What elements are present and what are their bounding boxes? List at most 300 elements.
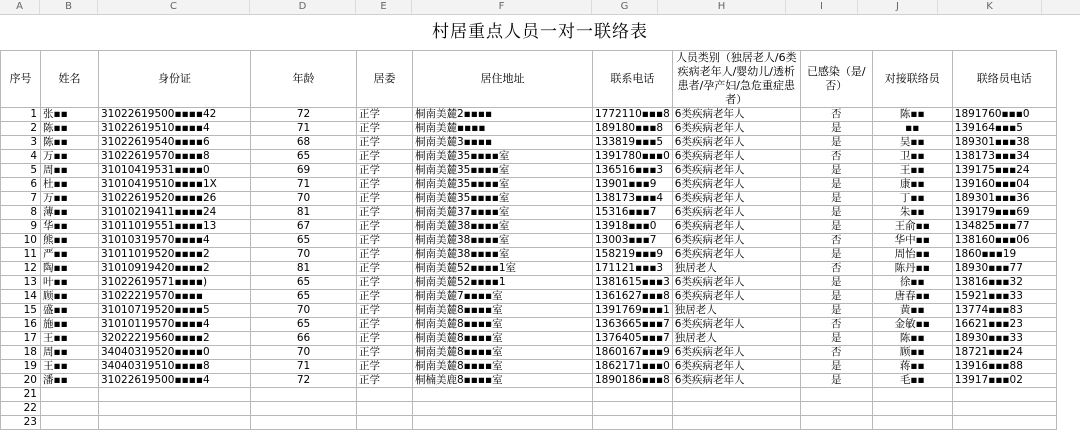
cell-id-number[interactable]: 31010719520▪▪▪▪5 bbox=[99, 304, 251, 318]
cell-liaison-phone[interactable]: 13916▪▪▪88 bbox=[952, 360, 1056, 374]
cell-infected[interactable]: 是 bbox=[800, 248, 872, 262]
cell-phone[interactable]: 1361627▪▪▪8 bbox=[593, 290, 673, 304]
cell-committee[interactable]: 正学 bbox=[357, 318, 413, 332]
cell-phone[interactable]: 138173▪▪▪4 bbox=[593, 192, 673, 206]
cell-age[interactable]: 71 bbox=[251, 360, 357, 374]
cell-committee[interactable]: 正学 bbox=[357, 206, 413, 220]
cell-committee[interactable]: 正学 bbox=[357, 374, 413, 388]
cell-empty[interactable] bbox=[672, 402, 800, 416]
cell-liaison[interactable]: 华中▪▪ bbox=[872, 234, 952, 248]
cell-infected[interactable]: 是 bbox=[800, 136, 872, 150]
cell-infected[interactable]: 是 bbox=[800, 178, 872, 192]
header-cell-id-number[interactable]: 身份证 bbox=[99, 51, 251, 108]
cell-id-number[interactable]: 34040319510▪▪▪▪8 bbox=[99, 360, 251, 374]
cell-age[interactable]: 70 bbox=[251, 304, 357, 318]
cell-id-number[interactable]: 31022619500▪▪▪▪4 bbox=[99, 374, 251, 388]
cell-phone[interactable]: 171121▪▪▪3 bbox=[593, 262, 673, 276]
cell-address[interactable]: 桐南美麓35▪▪▪▪室 bbox=[413, 150, 593, 164]
cell-committee[interactable]: 正学 bbox=[357, 290, 413, 304]
cell-phone[interactable]: 133819▪▪▪5 bbox=[593, 136, 673, 150]
cell-id-number[interactable]: 31022619520▪▪▪▪26 bbox=[99, 192, 251, 206]
cell-committee[interactable]: 正学 bbox=[357, 332, 413, 346]
cell-name[interactable]: 陶▪▪ bbox=[41, 262, 99, 276]
cell-empty[interactable] bbox=[593, 402, 673, 416]
cell-id-number[interactable]: 31010219411▪▪▪▪24 bbox=[99, 206, 251, 220]
cell-name[interactable]: 陈▪▪ bbox=[41, 122, 99, 136]
cell-empty[interactable] bbox=[672, 416, 800, 430]
cell-address[interactable]: 桐南美麓8▪▪▪▪室 bbox=[413, 304, 593, 318]
cell-committee[interactable]: 正学 bbox=[357, 122, 413, 136]
cell-name[interactable]: 周▪▪ bbox=[41, 346, 99, 360]
cell-name[interactable]: 陈▪▪ bbox=[41, 136, 99, 150]
header-cell-committee[interactable]: 居委 bbox=[357, 51, 413, 108]
cell-phone[interactable]: 158219▪▪▪9 bbox=[593, 248, 673, 262]
cell-liaison[interactable]: 卫▪▪ bbox=[872, 150, 952, 164]
cell-name[interactable]: 万▪▪ bbox=[41, 192, 99, 206]
table-row bbox=[1, 234, 1057, 248]
cell-infected[interactable]: 是 bbox=[800, 374, 872, 388]
cell-phone[interactable]: 1391780▪▪▪0 bbox=[593, 150, 673, 164]
cell-age[interactable]: 66 bbox=[251, 332, 357, 346]
cell-committee[interactable]: 正学 bbox=[357, 220, 413, 234]
cell-category[interactable]: 6类疾病老年人 bbox=[672, 248, 800, 262]
cell-infected[interactable]: 是 bbox=[800, 164, 872, 178]
cell-seq[interactable]: 8 bbox=[1, 206, 41, 220]
cell-infected[interactable]: 是 bbox=[800, 206, 872, 220]
cell-committee[interactable]: 正学 bbox=[357, 262, 413, 276]
table-row bbox=[1, 304, 1057, 318]
cell-infected[interactable]: 是 bbox=[800, 220, 872, 234]
cell-address[interactable]: 桐南美麓52▪▪▪▪1室 bbox=[413, 262, 593, 276]
table-row bbox=[1, 360, 1057, 374]
cell-empty[interactable] bbox=[800, 416, 872, 430]
cell-address[interactable]: 桐南美麓7▪▪▪▪室 bbox=[413, 290, 593, 304]
column-letter[interactable]: C bbox=[98, 0, 250, 14]
header-cell-seq[interactable]: 序号 bbox=[1, 51, 41, 108]
cell-seq[interactable]: 7 bbox=[1, 192, 41, 206]
cell-liaison[interactable]: 毛▪▪ bbox=[872, 374, 952, 388]
cell-name[interactable]: 薄▪▪ bbox=[41, 206, 99, 220]
table-row bbox=[1, 150, 1057, 164]
cell-id-number[interactable]: 31010419531▪▪▪▪0 bbox=[99, 164, 251, 178]
cell-address[interactable]: 桐南美麓8▪▪▪▪室 bbox=[413, 332, 593, 346]
cell-liaison[interactable]: 吴▪▪ bbox=[872, 136, 952, 150]
cell-seq[interactable]: 19 bbox=[1, 360, 41, 374]
cell-id-number[interactable]: 31010919420▪▪▪▪2 bbox=[99, 262, 251, 276]
cell-empty[interactable] bbox=[872, 416, 952, 430]
header-cell-age[interactable]: 年龄 bbox=[251, 51, 357, 108]
cell-liaison[interactable]: 黄▪▪ bbox=[872, 304, 952, 318]
cell-empty[interactable] bbox=[357, 416, 413, 430]
cell-name[interactable]: 王▪▪ bbox=[41, 360, 99, 374]
cell-age[interactable]: 72 bbox=[251, 108, 357, 122]
cell-seq[interactable]: 12 bbox=[1, 262, 41, 276]
cell-liaison-phone[interactable]: 189301▪▪▪38 bbox=[952, 136, 1056, 150]
table-row bbox=[1, 178, 1057, 192]
cell-committee[interactable]: 正学 bbox=[357, 136, 413, 150]
cell-liaison[interactable]: 金敏▪▪ bbox=[872, 318, 952, 332]
cell-age[interactable]: 65 bbox=[251, 318, 357, 332]
cell-address[interactable]: 桐南美麓35▪▪▪▪室 bbox=[413, 192, 593, 206]
cell-phone[interactable]: 1890186▪▪▪8 bbox=[593, 374, 673, 388]
cell-liaison[interactable]: 陈▪▪ bbox=[872, 332, 952, 346]
cell-address[interactable]: 桐南美麓8▪▪▪▪室 bbox=[413, 346, 593, 360]
cell-age[interactable]: 65 bbox=[251, 290, 357, 304]
cell-phone[interactable]: 1772110▪▪▪8 bbox=[593, 108, 673, 122]
cell-infected[interactable]: 否 bbox=[800, 234, 872, 248]
cell-liaison-phone[interactable]: 18721▪▪▪24 bbox=[952, 346, 1056, 360]
cell-phone[interactable]: 189180▪▪▪8 bbox=[593, 122, 673, 136]
column-letter[interactable]: K bbox=[938, 0, 1042, 14]
cell-empty[interactable] bbox=[593, 416, 673, 430]
cell-category[interactable]: 独居老人 bbox=[672, 304, 800, 318]
cell-seq[interactable]: 3 bbox=[1, 136, 41, 150]
cell-name[interactable]: 顾▪▪ bbox=[41, 290, 99, 304]
header-cell-category[interactable]: 人员类别（独居老人/6类疾病老年人/婴幼儿/透析患者/孕产妇/急危重症患者） bbox=[672, 51, 800, 108]
header-cell-liaison-phone[interactable]: 联络员电话 bbox=[952, 51, 1056, 108]
cell-liaison-phone[interactable]: 18930▪▪▪77 bbox=[952, 262, 1056, 276]
cell-seq[interactable]: 16 bbox=[1, 318, 41, 332]
cell-age[interactable]: 81 bbox=[251, 262, 357, 276]
cell-empty[interactable] bbox=[800, 388, 872, 402]
column-letter[interactable]: F bbox=[412, 0, 592, 14]
cell-empty[interactable] bbox=[251, 416, 357, 430]
cell-id-number[interactable]: 31010319570▪▪▪▪4 bbox=[99, 234, 251, 248]
cell-empty[interactable] bbox=[952, 402, 1056, 416]
cell-category[interactable]: 6类疾病老年人 bbox=[672, 346, 800, 360]
cell-empty[interactable] bbox=[41, 388, 99, 402]
cell-empty[interactable] bbox=[99, 402, 251, 416]
cell-seq[interactable]: 11 bbox=[1, 248, 41, 262]
cell-phone[interactable]: 15316▪▪▪7 bbox=[593, 206, 673, 220]
cell-empty[interactable] bbox=[99, 416, 251, 430]
contact-table bbox=[0, 50, 1057, 430]
column-letter[interactable]: D bbox=[250, 0, 356, 14]
cell-id-number[interactable]: 31011019520▪▪▪▪2 bbox=[99, 248, 251, 262]
cell-address[interactable]: 桐南美麓2▪▪▪▪ bbox=[413, 108, 593, 122]
empty-row bbox=[1, 416, 1057, 430]
cell-address[interactable]: 桐南美麓▪▪▪▪ bbox=[413, 122, 593, 136]
cell-committee[interactable]: 正学 bbox=[357, 150, 413, 164]
cell-liaison-phone[interactable]: 16621▪▪▪23 bbox=[952, 318, 1056, 332]
cell-liaison[interactable]: 丁▪▪ bbox=[872, 192, 952, 206]
cell-category[interactable]: 6类疾病老年人 bbox=[672, 122, 800, 136]
cell-infected[interactable]: 否 bbox=[800, 108, 872, 122]
header-cell-infected[interactable]: 已感染（是/否） bbox=[800, 51, 872, 108]
cell-name[interactable]: 周▪▪ bbox=[41, 164, 99, 178]
cell-phone[interactable]: 1391769▪▪▪1 bbox=[593, 304, 673, 318]
empty-row bbox=[1, 388, 1057, 402]
cell-phone[interactable]: 1860167▪▪▪9 bbox=[593, 346, 673, 360]
cell-id-number[interactable]: 31010419510▪▪▪▪1X bbox=[99, 178, 251, 192]
column-letter[interactable]: B bbox=[40, 0, 98, 14]
table-row bbox=[1, 220, 1057, 234]
cell-category[interactable]: 6类疾病老年人 bbox=[672, 192, 800, 206]
cell-liaison-phone[interactable]: 139160▪▪▪04 bbox=[952, 178, 1056, 192]
cell-seq[interactable]: 5 bbox=[1, 164, 41, 178]
cell-empty[interactable] bbox=[41, 416, 99, 430]
cell-liaison-phone[interactable]: 134825▪▪▪77 bbox=[952, 220, 1056, 234]
cell-category[interactable]: 6类疾病老年人 bbox=[672, 290, 800, 304]
cell-empty[interactable] bbox=[99, 388, 251, 402]
cell-liaison-phone[interactable]: 1891760▪▪▪0 bbox=[952, 108, 1056, 122]
cell-category[interactable]: 独居老人 bbox=[672, 332, 800, 346]
cell-liaison-phone[interactable]: 13816▪▪▪32 bbox=[952, 276, 1056, 290]
header-cell-name[interactable]: 姓名 bbox=[41, 51, 99, 108]
table-row bbox=[1, 346, 1057, 360]
cell-empty[interactable] bbox=[251, 402, 357, 416]
cell-infected[interactable]: 否 bbox=[800, 150, 872, 164]
cell-age[interactable]: 70 bbox=[251, 192, 357, 206]
cell-seq[interactable]: 21 bbox=[1, 388, 41, 402]
cell-name[interactable]: 严▪▪ bbox=[41, 248, 99, 262]
cell-seq[interactable]: 20 bbox=[1, 374, 41, 388]
cell-empty[interactable] bbox=[251, 388, 357, 402]
table-row bbox=[1, 122, 1057, 136]
column-letter[interactable]: H bbox=[658, 0, 786, 14]
cell-age[interactable]: 65 bbox=[251, 234, 357, 248]
cell-seq[interactable]: 18 bbox=[1, 346, 41, 360]
cell-category[interactable]: 6类疾病老年人 bbox=[672, 276, 800, 290]
cell-liaison[interactable]: 王▪▪ bbox=[872, 164, 952, 178]
cell-address[interactable]: 桐南美麓35▪▪▪▪室 bbox=[413, 178, 593, 192]
cell-infected[interactable]: 否 bbox=[800, 318, 872, 332]
cell-category[interactable]: 6类疾病老年人 bbox=[672, 360, 800, 374]
cell-committee[interactable]: 正学 bbox=[357, 248, 413, 262]
cell-id-number[interactable]: 31022619510▪▪▪▪4 bbox=[99, 122, 251, 136]
cell-liaison-phone[interactable]: 15921▪▪▪33 bbox=[952, 290, 1056, 304]
cell-phone[interactable]: 136516▪▪▪3 bbox=[593, 164, 673, 178]
cell-empty[interactable] bbox=[41, 402, 99, 416]
cell-seq[interactable]: 1 bbox=[1, 108, 41, 122]
cell-committee[interactable]: 正学 bbox=[357, 108, 413, 122]
cell-age[interactable]: 65 bbox=[251, 150, 357, 164]
cell-liaison-phone[interactable]: 18930▪▪▪33 bbox=[952, 332, 1056, 346]
table-row bbox=[1, 192, 1057, 206]
cell-liaison[interactable]: 蒋▪▪ bbox=[872, 360, 952, 374]
cell-age[interactable]: 72 bbox=[251, 374, 357, 388]
cell-seq[interactable]: 22 bbox=[1, 402, 41, 416]
cell-infected[interactable]: 是 bbox=[800, 276, 872, 290]
cell-liaison-phone[interactable]: 13774▪▪▪83 bbox=[952, 304, 1056, 318]
cell-committee[interactable]: 正学 bbox=[357, 360, 413, 374]
cell-category[interactable]: 独居老人 bbox=[672, 262, 800, 276]
cell-liaison[interactable]: 陈▪▪ bbox=[872, 108, 952, 122]
cell-seq[interactable]: 9 bbox=[1, 220, 41, 234]
cell-liaison[interactable]: 康▪▪ bbox=[872, 178, 952, 192]
cell-liaison[interactable]: 顾▪▪ bbox=[872, 346, 952, 360]
cell-category[interactable]: 6类疾病老年人 bbox=[672, 108, 800, 122]
cell-infected[interactable]: 是 bbox=[800, 332, 872, 346]
cell-seq[interactable]: 23 bbox=[1, 416, 41, 430]
header-cell-phone[interactable]: 联系电话 bbox=[593, 51, 673, 108]
cell-age[interactable]: 70 bbox=[251, 346, 357, 360]
cell-name[interactable]: 潘▪▪ bbox=[41, 374, 99, 388]
cell-name[interactable]: 熊▪▪ bbox=[41, 234, 99, 248]
table-row bbox=[1, 248, 1057, 262]
cell-id-number[interactable]: 34040319520▪▪▪▪0 bbox=[99, 346, 251, 360]
cell-address[interactable]: 桐南美麓3▪▪▪▪ bbox=[413, 136, 593, 150]
cell-liaison-phone[interactable]: 139164▪▪▪5 bbox=[952, 122, 1056, 136]
cell-name[interactable]: 华▪▪ bbox=[41, 220, 99, 234]
cell-infected[interactable]: 否 bbox=[800, 262, 872, 276]
cell-infected[interactable]: 否 bbox=[800, 346, 872, 360]
table-row bbox=[1, 374, 1057, 388]
cell-seq[interactable]: 17 bbox=[1, 332, 41, 346]
cell-category[interactable]: 6类疾病老年人 bbox=[672, 220, 800, 234]
table-row bbox=[1, 164, 1057, 178]
cell-empty[interactable] bbox=[872, 388, 952, 402]
cell-id-number[interactable]: 31022619500▪▪▪▪42 bbox=[99, 108, 251, 122]
cell-committee[interactable]: 正学 bbox=[357, 276, 413, 290]
cell-category[interactable]: 6类疾病老年人 bbox=[672, 164, 800, 178]
cell-empty[interactable] bbox=[357, 402, 413, 416]
cell-age[interactable]: 68 bbox=[251, 136, 357, 150]
cell-address[interactable]: 桐南美麓8▪▪▪▪室 bbox=[413, 360, 593, 374]
column-letter[interactable]: J bbox=[858, 0, 938, 14]
cell-infected[interactable]: 是 bbox=[800, 304, 872, 318]
cell-phone[interactable]: 1381615▪▪▪3 bbox=[593, 276, 673, 290]
column-letter[interactable]: E bbox=[356, 0, 412, 14]
cell-empty[interactable] bbox=[413, 402, 593, 416]
cell-category[interactable]: 6类疾病老年人 bbox=[672, 150, 800, 164]
cell-liaison-phone[interactable]: 138160▪▪▪06 bbox=[952, 234, 1056, 248]
cell-name[interactable]: 张▪▪ bbox=[41, 108, 99, 122]
cell-seq[interactable]: 10 bbox=[1, 234, 41, 248]
cell-empty[interactable] bbox=[800, 402, 872, 416]
cell-address[interactable]: 桐南美麓38▪▪▪▪室 bbox=[413, 248, 593, 262]
cell-age[interactable]: 65 bbox=[251, 276, 357, 290]
cell-age[interactable]: 81 bbox=[251, 206, 357, 220]
cell-empty[interactable] bbox=[593, 388, 673, 402]
cell-liaison[interactable]: 徐▪▪ bbox=[872, 276, 952, 290]
cell-liaison[interactable]: 朱▪▪ bbox=[872, 206, 952, 220]
cell-empty[interactable] bbox=[952, 388, 1056, 402]
table-row bbox=[1, 318, 1057, 332]
cell-age[interactable]: 67 bbox=[251, 220, 357, 234]
cell-category[interactable]: 6类疾病老年人 bbox=[672, 178, 800, 192]
cell-committee[interactable]: 正学 bbox=[357, 304, 413, 318]
cell-empty[interactable] bbox=[413, 388, 593, 402]
cell-infected[interactable]: 是 bbox=[800, 122, 872, 136]
cell-phone[interactable]: 1363665▪▪▪7 bbox=[593, 318, 673, 332]
cell-phone[interactable]: 1376405▪▪▪7 bbox=[593, 332, 673, 346]
cell-address[interactable]: 桐南美麓38▪▪▪▪室 bbox=[413, 220, 593, 234]
cell-liaison-phone[interactable]: 139175▪▪▪24 bbox=[952, 164, 1056, 178]
header-cell-liaison[interactable]: 对接联络员 bbox=[872, 51, 952, 108]
cell-id-number[interactable]: 31022619540▪▪▪▪6 bbox=[99, 136, 251, 150]
cell-name[interactable]: 盛▪▪ bbox=[41, 304, 99, 318]
cell-liaison[interactable]: 周怡▪▪ bbox=[872, 248, 952, 262]
cell-name[interactable]: 叶▪▪ bbox=[41, 276, 99, 290]
table-row bbox=[1, 276, 1057, 290]
cell-liaison-phone[interactable]: 189301▪▪▪36 bbox=[952, 192, 1056, 206]
cell-empty[interactable] bbox=[357, 388, 413, 402]
cell-id-number[interactable]: 32022219560▪▪▪▪2 bbox=[99, 332, 251, 346]
cell-address[interactable]: 桐南美麓35▪▪▪▪室 bbox=[413, 164, 593, 178]
cell-id-number[interactable]: 31010119570▪▪▪▪4 bbox=[99, 318, 251, 332]
header-row bbox=[1, 51, 1057, 108]
cell-empty[interactable] bbox=[872, 402, 952, 416]
cell-category[interactable]: 6类疾病老年人 bbox=[672, 234, 800, 248]
cell-age[interactable]: 71 bbox=[251, 122, 357, 136]
cell-infected[interactable]: 是 bbox=[800, 360, 872, 374]
cell-address[interactable]: 桐南美麓52▪▪▪▪1 bbox=[413, 276, 593, 290]
column-letter[interactable]: I bbox=[786, 0, 858, 14]
cell-category[interactable]: 6类疾病老年人 bbox=[672, 206, 800, 220]
cell-id-number[interactable]: 31022619571▪▪▪▪) bbox=[99, 276, 251, 290]
cell-liaison-phone[interactable]: 1860▪▪▪19 bbox=[952, 248, 1056, 262]
cell-seq[interactable]: 6 bbox=[1, 178, 41, 192]
empty-row bbox=[1, 402, 1057, 416]
cell-phone[interactable]: 13918▪▪▪0 bbox=[593, 220, 673, 234]
cell-liaison-phone[interactable]: 139179▪▪▪69 bbox=[952, 206, 1056, 220]
column-letter[interactable]: A bbox=[0, 0, 40, 14]
cell-liaison-phone[interactable]: 13917▪▪▪02 bbox=[952, 374, 1056, 388]
cell-address[interactable]: 桐南美麓8▪▪▪▪室 bbox=[413, 318, 593, 332]
cell-committee[interactable]: 正学 bbox=[357, 346, 413, 360]
cell-liaison-phone[interactable]: 138173▪▪▪34 bbox=[952, 150, 1056, 164]
cell-name[interactable]: 杜▪▪ bbox=[41, 178, 99, 192]
cell-name[interactable]: 万▪▪ bbox=[41, 150, 99, 164]
cell-age[interactable]: 70 bbox=[251, 248, 357, 262]
table-row bbox=[1, 108, 1057, 122]
cell-committee[interactable]: 正学 bbox=[357, 178, 413, 192]
table-row bbox=[1, 332, 1057, 346]
sheet-title: 村居重点人员一对一联络表 bbox=[432, 22, 648, 42]
cell-infected[interactable]: 是 bbox=[800, 192, 872, 206]
cell-phone[interactable]: 1862171▪▪▪0 bbox=[593, 360, 673, 374]
cell-id-number[interactable]: 31022219570▪▪▪▪ bbox=[99, 290, 251, 304]
cell-liaison[interactable]: 王俞▪▪ bbox=[872, 220, 952, 234]
cell-address[interactable]: 桐南美麓37▪▪▪▪室 bbox=[413, 206, 593, 220]
cell-liaison[interactable]: 陈丹▪▪ bbox=[872, 262, 952, 276]
cell-phone[interactable]: 13901▪▪▪9 bbox=[593, 178, 673, 192]
cell-address[interactable]: 桐楠美鹿8▪▪▪▪室 bbox=[413, 374, 593, 388]
cell-seq[interactable]: 2 bbox=[1, 122, 41, 136]
table-row bbox=[1, 290, 1057, 304]
cell-empty[interactable] bbox=[672, 388, 800, 402]
cell-phone[interactable]: 13003▪▪▪7 bbox=[593, 234, 673, 248]
cell-committee[interactable]: 正学 bbox=[357, 192, 413, 206]
column-header-bar bbox=[0, 0, 1080, 15]
cell-age[interactable]: 69 bbox=[251, 164, 357, 178]
cell-category[interactable]: 6类疾病老年人 bbox=[672, 318, 800, 332]
cell-age[interactable]: 71 bbox=[251, 178, 357, 192]
column-letter[interactable]: G bbox=[592, 0, 658, 14]
cell-liaison[interactable]: 唐春▪▪ bbox=[872, 290, 952, 304]
cell-liaison[interactable]: ▪▪ bbox=[872, 122, 952, 136]
cell-committee[interactable]: 正学 bbox=[357, 234, 413, 248]
cell-committee[interactable]: 正学 bbox=[357, 164, 413, 178]
cell-address[interactable]: 桐南美麓38▪▪▪▪室 bbox=[413, 234, 593, 248]
cell-id-number[interactable]: 31022619570▪▪▪▪8 bbox=[99, 150, 251, 164]
cell-id-number[interactable]: 31011019551▪▪▪▪13 bbox=[99, 220, 251, 234]
cell-empty[interactable] bbox=[952, 416, 1056, 430]
table-row bbox=[1, 262, 1057, 276]
cell-category[interactable]: 6类疾病老年人 bbox=[672, 374, 800, 388]
cell-seq[interactable]: 4 bbox=[1, 150, 41, 164]
cell-name[interactable]: 王▪▪ bbox=[41, 332, 99, 346]
cell-seq[interactable]: 15 bbox=[1, 304, 41, 318]
cell-seq[interactable]: 14 bbox=[1, 290, 41, 304]
cell-seq[interactable]: 13 bbox=[1, 276, 41, 290]
cell-empty[interactable] bbox=[413, 416, 593, 430]
cell-infected[interactable]: 是 bbox=[800, 290, 872, 304]
header-cell-address[interactable]: 居住地址 bbox=[413, 51, 593, 108]
cell-name[interactable]: 施▪▪ bbox=[41, 318, 99, 332]
cell-category[interactable]: 6类疾病老年人 bbox=[672, 136, 800, 150]
